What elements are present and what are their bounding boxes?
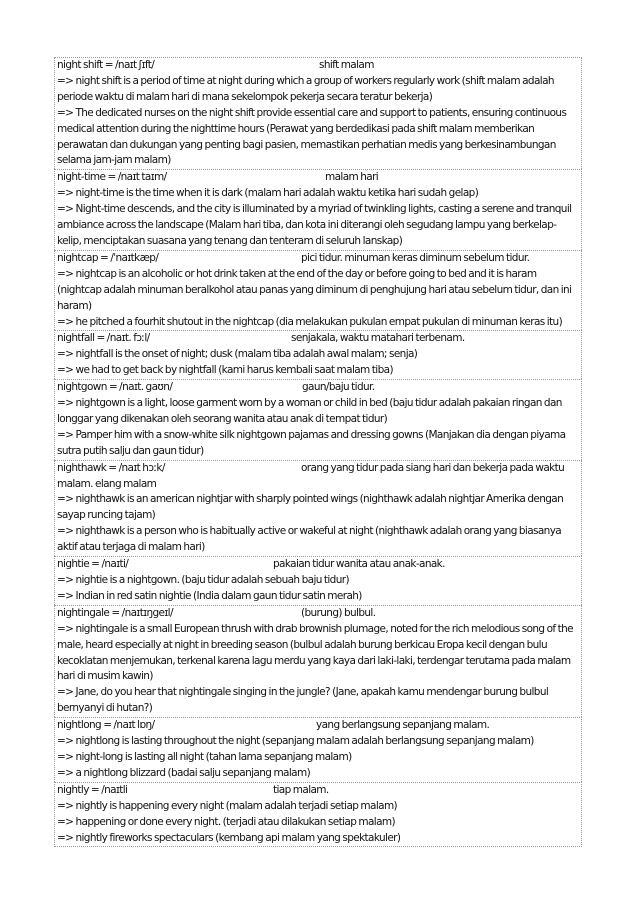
- entry-gloss: pici tidur. minuman keras diminum sebelum tidur.: [301, 251, 530, 264]
- entry-headline: [57, 606, 579, 622]
- entry-term: nightlong = /naɪt lɒŋ/: [57, 719, 155, 732]
- entry-gloss: (burung) bulbul.: [301, 606, 376, 619]
- dictionary-entry: [54, 250, 582, 331]
- entry-line: malam. elang malam: [57, 477, 157, 490]
- entry-term: nightfall = /naɪt. fɔːl/: [57, 332, 150, 345]
- entry-headline: [57, 380, 579, 396]
- dictionary-entry: [54, 460, 582, 556]
- dictionary-entry: [54, 57, 582, 169]
- entry-term: night shift = /naɪt ʃɪft/: [57, 59, 155, 71]
- entry-headline: [57, 331, 579, 347]
- entry-line: => a nightlong blizzard (badai salju sepanjang malam): [57, 766, 311, 779]
- dictionary-entry: [54, 556, 582, 605]
- entry-line: => nightie is a nightgown. (baju tidur adalah sebuah baju tidur): [57, 574, 349, 586]
- entry-gloss: shift malam: [319, 59, 374, 71]
- entry-gloss: yang berlangsung sepanjang malam.: [316, 719, 490, 732]
- dictionary-entry: [54, 169, 582, 250]
- entry-line: => Jane, do you hear that nightingale singing in the jungle? (Jane, apakah kamu mendengar burung bulbul bernyanyi di hutan?): [57, 686, 549, 715]
- entry-line: => night shift is a period of time at night during which a group of workers regularly work (shift malam adalah periode waktu di malam hari di mana sekelompok pekerja secara teratur bekerja): [57, 74, 554, 103]
- entry-line: => happening or done every night. (terjadi atau dilakukan setiap malam): [57, 815, 395, 828]
- entry-headline: [57, 461, 579, 477]
- entry-gloss: malam hari: [325, 171, 379, 184]
- entry-line: => nightlong is lasting throughout the night (sepanjang malam adalah berlangsung sepanjang malam): [57, 735, 534, 748]
- entry-line: => he pitched a fourhit shutout in the nightcap (dia melakukan pukulan empat pukulan di minuman keras itu): [57, 315, 563, 328]
- entry-line: => nighthawk is a person who is habitually active or wakeful at night (nighthawk adalah orang yang biasanya aktif atau terjaga di malam hari): [57, 525, 562, 554]
- entry-line: => nightgown is a light, loose garment worn by a woman or child in bed (baju tidur adalah pakaian ringan dan longgar yang dikenakan oleh seorang wanita atau anak di tempat tidur): [57, 397, 562, 425]
- entry-term: nightie = /naɪti/: [57, 558, 129, 571]
- entry-term: nightly = /naɪtli: [57, 783, 128, 796]
- entry-line: => nighthawk is an american nightjar with sharply pointed wings (nighthawk adalah nightjar Amerika dengan sayap runcing tajam): [57, 493, 564, 522]
- entry-line: => Night-time descends, and the city is illuminated by a myriad of twinkling lights, casting a serene and tranquil ambiance across the landscape (Malam hari tiba, dan kota ini diterangi oleh segudang lampu yang berkelap-kelip, menciptakan suasana yang tenang dan tenteram di seluruh lanskap): [57, 203, 572, 247]
- dictionary-entry: [54, 605, 582, 717]
- entry-gloss: senjakala, waktu matahari terbenam.: [291, 332, 465, 345]
- entry-term: nightgown = /naɪt. gaʊn/: [57, 381, 173, 394]
- entry-headline: [57, 783, 579, 799]
- dictionary-entry: [54, 782, 582, 848]
- entry-term: nightingale = /naɪtɪŋgeɪl/: [57, 606, 173, 619]
- entry-headline: [57, 170, 579, 186]
- entry-line: => nightingale is a small European thrush with drab brownish plumage, noted for the rich melodious song of the male, heard especially at night in breeding season (bulbul adalah burung berkicau Eropa kecil dengan bulu kecoklatan menjemukan, terkenal karena lagu merdu yang kaya dari laki-laki, terdengar terutama pada malam hari di musim kawin): [57, 622, 573, 683]
- dictionary-entry: [54, 330, 582, 379]
- entry-gloss: pakaian tidur wanita atau anak-anak.: [273, 558, 445, 571]
- dictionary-sheet: [54, 57, 582, 847]
- entry-line: => nightcap is an alcoholic or hot drink taken at the end of the day or before going to bed and it is haram (nightcap adalah minuman beralkohol atau panas yang diminum di penghujung hari atau sebelum tidur, dan ini haram): [57, 267, 572, 312]
- entry-line: => The dedicated nurses on the night shift provide essential care and support to patients, ensuring continuous medical attention during the nighttime hours (Perawat yang berdedikasi pada shift malam memberikan perawatan dan dukungan yang penting bagi pasien, memastikan perhatian medis yang berkesinambungan selama jam-jam malam): [57, 106, 567, 167]
- dictionary-entry: [54, 379, 582, 460]
- entry-term: nightcap = /ˈnaɪtkæp/: [57, 251, 159, 264]
- entry-gloss: orang yang tidur pada siang hari dan bekerja pada waktu: [301, 461, 565, 474]
- entry-headline: [57, 718, 579, 734]
- entry-headline: [57, 557, 579, 573]
- entry-gloss: gaun/baju tidur.: [302, 381, 375, 394]
- entry-line: => Pamper him with a snow-white silk nightgown pajamas and dressing gowns (Manjakan dia dengan piyama sutra putih salju dan gaun tidur): [57, 428, 566, 457]
- entry-line: => night-time is the time when it is dark (malam hari adalah waktu ketika hari sudah gelap): [57, 187, 479, 200]
- entry-headline: [57, 58, 579, 74]
- entry-line: => Indian in red satin nightie (India dalam gaun tidur satin merah): [57, 589, 362, 602]
- entry-line: => night-long is lasting all night (tahan lama sepanjang malam): [57, 750, 352, 763]
- entry-headline: [57, 251, 579, 267]
- entry-line: => nightly is happening every night (malam adalah terjadi setiap malam): [57, 799, 398, 812]
- dictionary-entry: [54, 717, 582, 782]
- entry-line: => nightfall is the onset of night; dusk (malam tiba adalah awal malam; senja): [57, 348, 418, 361]
- entry-term: nighthawk = /naɪt hɔːk/: [57, 461, 165, 474]
- entry-line: => we had to get back by nightfall (kami harus kembali saat malam tiba): [57, 364, 393, 377]
- entry-term: night-time = /naɪt taɪm/: [57, 171, 167, 184]
- entry-gloss: tiap malam.: [273, 783, 329, 796]
- entry-line: => nightly fireworks spectaculars (kembang api malam yang spektakuler): [57, 831, 401, 844]
